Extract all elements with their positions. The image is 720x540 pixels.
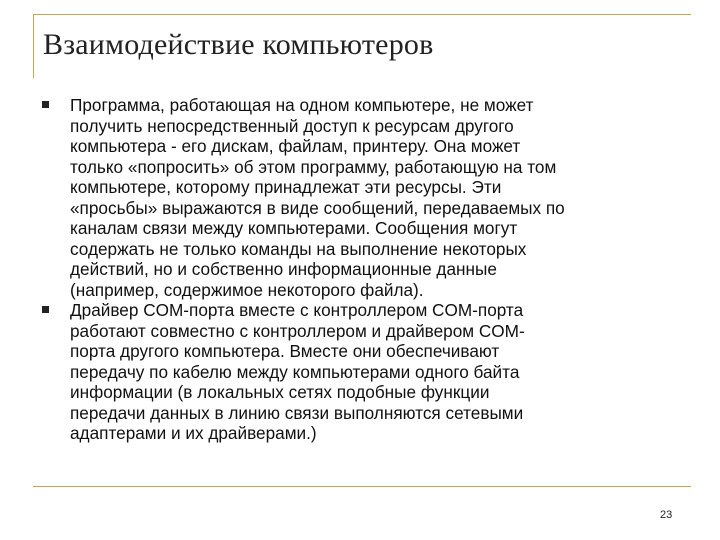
bottom-decor-line (33, 486, 691, 487)
bullet-item-2 (42, 300, 682, 444)
bullet-text-2: Драйвер COM-порта вместе с контроллером COM-порта работают совместно с контроллером и драйвером COM- порта другого компьютера. Вместе они обеспечивают передачу по кабелю между компьютерами одного байта информации (в локальных сетях подобные функции передачи данных в линию связи выполняются сетевыми адаптерами и их драйверами.) (70, 300, 525, 443)
bullet-text-1: Программа, работающая на одном компьютере, не может получить непосредственный доступ к ресурсам другого компьютера - его дискам, файлам, принтеру. Она может только «попросить» об этом программу, работающую на том компьютере, которому принадлежат эти ресурсы. Эти «просьбы» выражаются в виде сообщений, передаваемых по каналам связи между компьютерами. Сообщения могут содержать не только команды на выполнение некоторых действий, но и собственно информационные данные (например, содержимое некоторого файла). (70, 95, 565, 300)
bullet-item-1 (42, 95, 682, 300)
slide-title: Взаимодействие компьютеров (43, 28, 434, 61)
square-bullet-icon (42, 101, 49, 108)
page-number: 23 (660, 509, 673, 521)
left-decor-line (33, 14, 34, 78)
square-bullet-icon (42, 306, 49, 313)
top-decor-line (33, 14, 691, 15)
slide-content (42, 95, 682, 444)
